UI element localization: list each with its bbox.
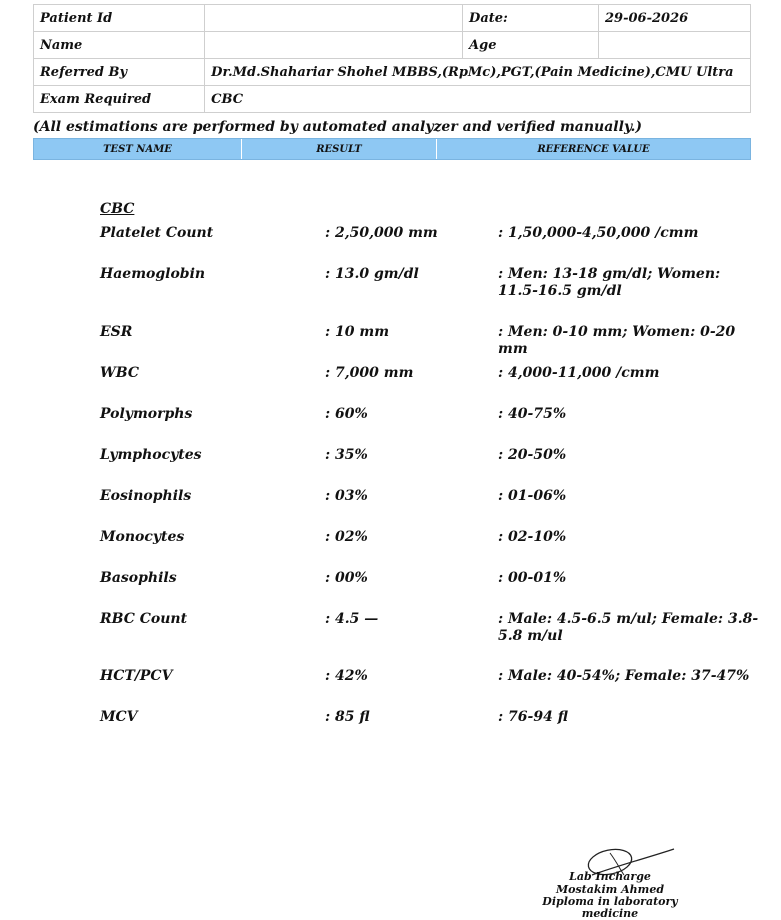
exam-label: Exam Required: [34, 86, 205, 113]
test-result: : 00%: [325, 570, 368, 586]
age-value: [599, 32, 751, 59]
patient-info-table: [33, 4, 751, 113]
test-name: ESR: [100, 324, 133, 340]
test-name: Haemoglobin: [100, 266, 206, 282]
test-reference: : 00-01%: [498, 570, 567, 586]
name-label: Name: [34, 32, 205, 59]
test-reference: : 4,000-11,000 /cmm: [498, 365, 660, 381]
test-result: : 13.0 gm/dl: [325, 266, 419, 282]
test-name: Monocytes: [100, 529, 185, 545]
header-result: RESULT: [242, 139, 437, 159]
test-result: : 7,000 mm: [325, 365, 414, 381]
test-name: HCT/PCV: [100, 668, 173, 684]
test-reference: : Men: 0-10 mm; Women: 0-20 mm: [498, 324, 736, 357]
signature-qualification: Diploma in laboratory medicine: [542, 895, 678, 920]
referred-label: Referred By: [34, 59, 205, 86]
test-reference: : Men: 13-18 gm/dl; Women: 11.5-16.5 gm/dl: [498, 266, 721, 299]
test-result: : 02%: [325, 529, 368, 545]
section-title: CBC: [100, 201, 135, 217]
date-label: Date:: [463, 5, 599, 32]
name-row: [34, 32, 751, 59]
test-result: : 10 mm: [325, 324, 390, 340]
test-reference: : 01-06%: [498, 488, 567, 504]
test-name: WBC: [100, 365, 139, 381]
test-result: : 60%: [325, 406, 368, 422]
name-value: [205, 32, 463, 59]
test-name: Basophils: [100, 570, 177, 586]
referred-value: Dr.Md.Shahariar Shohel MBBS,(RpMc),PGT,(Pain Medicine),CMU Ultra: [205, 59, 751, 86]
test-name: Polymorphs: [100, 406, 193, 422]
test-name: MCV: [100, 709, 138, 725]
patient-id-label: Patient Id: [34, 5, 205, 32]
patient-id-value: [205, 5, 463, 32]
results-header: [33, 138, 751, 160]
signature-name: Mostakim Ahmed: [555, 883, 665, 896]
test-reference: : Male: 40-54%; Female: 37-47%: [498, 668, 750, 684]
test-name: Lymphocytes: [100, 447, 202, 463]
exam-row: [34, 86, 751, 113]
signature-title: Lab Incharge: [569, 870, 651, 883]
referred-row: [34, 59, 751, 86]
exam-value: CBC: [205, 86, 751, 113]
test-result: : 35%: [325, 447, 368, 463]
patient-id-row: [34, 5, 751, 32]
test-result: : 85 fl: [325, 709, 370, 725]
test-reference: : 76-94 fl: [498, 709, 568, 725]
test-result: : 2,50,000 mm: [325, 225, 438, 241]
test-reference: : 20-50%: [498, 447, 567, 463]
test-name: Platelet Count: [100, 225, 214, 241]
header-test-name: TEST NAME: [34, 139, 242, 159]
test-reference: : 02-10%: [498, 529, 567, 545]
date-value: 29-06-2026: [599, 5, 751, 32]
estimation-note: (All estimations are performed by automated analyzer and verified manually.): [33, 119, 642, 135]
test-reference: : Male: 4.5-6.5 m/ul; Female: 3.8-5.8 m/ul: [498, 611, 759, 644]
test-name: Eosinophils: [100, 488, 192, 504]
test-reference: : 40-75%: [498, 406, 567, 422]
test-name: RBC Count: [100, 611, 188, 627]
age-label: Age: [463, 32, 599, 59]
test-reference: : 1,50,000-4,50,000 /cmm: [498, 225, 699, 241]
test-result: : 03%: [325, 488, 368, 504]
test-result: : 42%: [325, 668, 368, 684]
header-reference: REFERENCE VALUE: [537, 143, 650, 155]
signature-block: [520, 845, 700, 920]
test-result: : 4.5 —: [325, 611, 379, 627]
